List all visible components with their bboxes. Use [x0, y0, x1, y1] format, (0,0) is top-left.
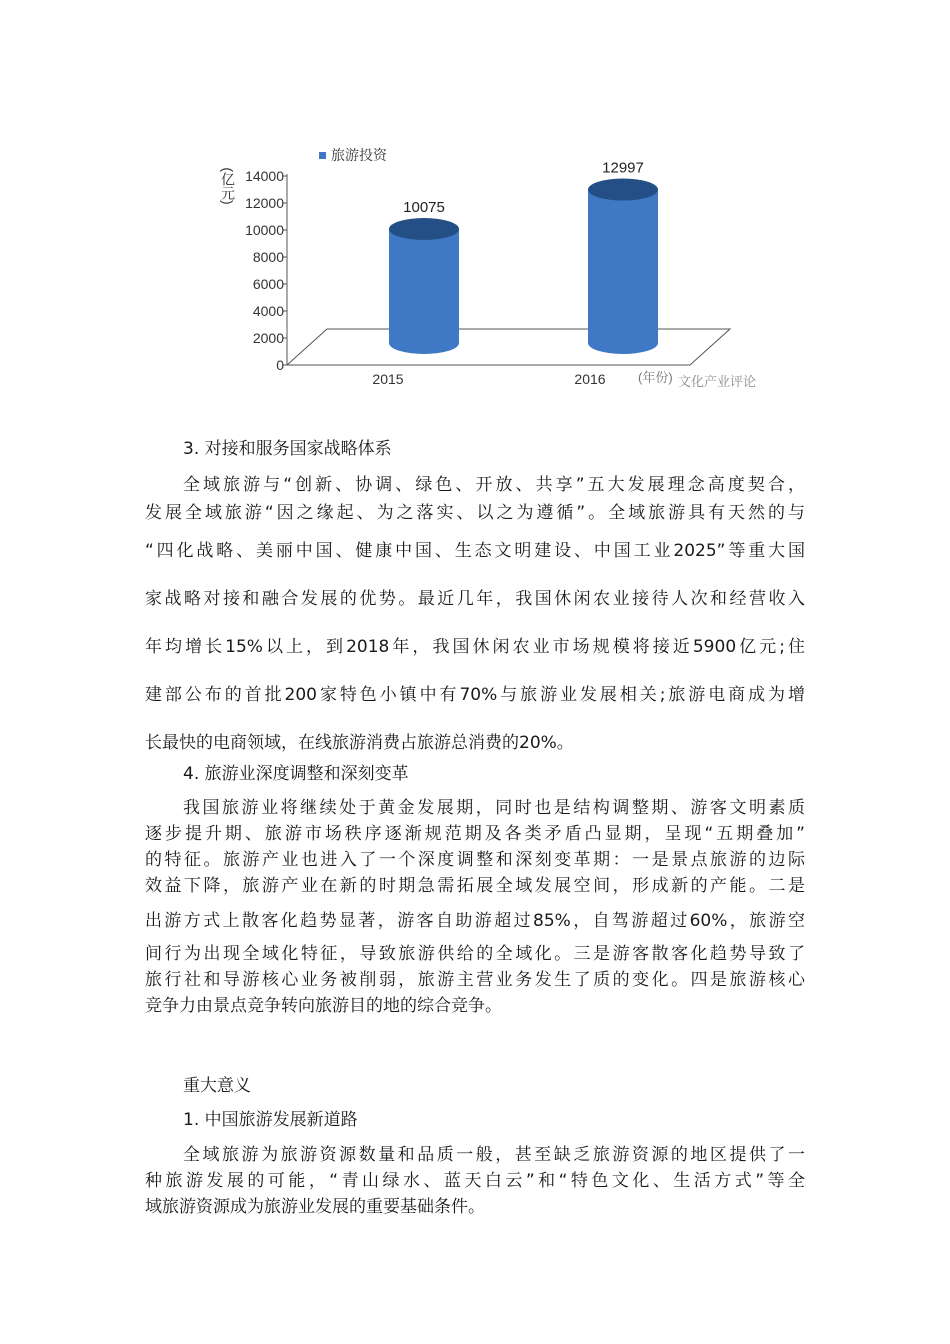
- section-4-paragraph: [145, 795, 805, 899]
- y-tick-label: 14000: [245, 168, 284, 184]
- paragraph-line: 年均增长15%以上，到2018年，我国休闲农业市场规模将接近5900亿元;住: [145, 637, 805, 657]
- paragraph-line: 我国旅游业将继续处于黄金发展期，同时也是结构调整期、游客文明素质: [183, 798, 805, 818]
- paragraph-line: 种旅游发展的可能，“青山绿水、蓝天白云”和“特色文化、生活方式”等全: [145, 1171, 805, 1191]
- bar-2016: [588, 190, 658, 354]
- y-unit-label: (亿元): [220, 167, 236, 205]
- section-4-paragraph-end: [145, 941, 805, 1019]
- paragraph-line: 竞争力由景点竞争转向旅游目的地的综合竞争。: [145, 996, 502, 1016]
- bar-top-2015: [389, 218, 459, 240]
- bar-value-label: 10075: [403, 198, 445, 216]
- paragraph-line: 出游方式上散客化趋势显著，游客自助游超过85%，自驾游超过60%，旅游空: [145, 911, 805, 931]
- legend-swatch: [319, 152, 326, 159]
- x-unit-label: (年份): [638, 370, 673, 385]
- x-tick-label: 2015: [372, 371, 404, 387]
- paragraph-line: 建部公布的首批200家特色小镇中有70%与旅游业发展相关;旅游电商成为增: [145, 685, 805, 705]
- paragraph-line: 间行为出现全域化特征，导致旅游供给的全域化。三是游客散客化趋势导致了: [145, 944, 805, 964]
- paragraph-line: 发展全域旅游“因之缘起、为之落实、以之为遵循”。全域旅游具有天然的与: [145, 503, 805, 523]
- chart-plot: [220, 147, 756, 389]
- y-tick-label: 8000: [252, 249, 284, 265]
- bar-top-2016: [588, 179, 658, 201]
- significance-subheading: 1. 中国旅游发展新道路: [183, 1110, 358, 1130]
- paragraph-line: 全域旅游与“创新、协调、绿色、开放、共享”五大发展理念高度契合，: [183, 475, 805, 495]
- y-tick-label: 0: [276, 357, 284, 373]
- paragraph-line: 长最快的电商领域，在线旅游消费占旅游总消费的20%。: [145, 733, 574, 753]
- paragraph-line: “四化战略、美丽中国、健康中国、生态文明建设、中国工业2025”等重大国: [145, 541, 805, 561]
- paragraph-line: 逐步提升期、旅游市场秩序逐渐规范期及各类矛盾凸显期，呈现“五期叠加”: [145, 824, 805, 844]
- bar-2015: [389, 229, 459, 354]
- paragraph-line: 全域旅游为旅游资源数量和品质一般，甚至缺乏旅游资源的地区提供了一: [183, 1145, 805, 1165]
- legend-label: 旅游投资: [331, 147, 387, 163]
- y-tick-label: 4000: [252, 303, 284, 319]
- investment-bar-chart: [210, 138, 780, 400]
- section-4-heading: 4. 旅游业深度调整和深刻变革: [183, 764, 409, 784]
- watermark-text: 文化产业评论: [678, 374, 757, 389]
- paragraph-line: 的特征。旅游产业也进入了一个深度调整和深刻变革期：一是景点旅游的边际: [145, 850, 805, 870]
- section-3-heading: 3. 对接和服务国家战略体系: [183, 439, 392, 459]
- section-3-paragraph: [145, 471, 805, 527]
- paragraph-line: 效益下降，旅游产业在新的时期急需拓展全域发展空间，形成新的产能。二是: [145, 876, 805, 896]
- paragraph-line: 旅行社和导游核心业务被削弱，旅游主营业务发生了质的变化。四是旅游核心: [145, 970, 805, 990]
- y-tick-label: 12000: [245, 195, 284, 211]
- paragraph-line: 域旅游资源成为旅游业发展的重要基础条件。: [145, 1197, 485, 1217]
- bar-value-label: 12997: [602, 159, 644, 177]
- y-tick-label: 10000: [245, 222, 284, 238]
- section-3-paragraph-cont: [145, 527, 805, 767]
- significance-heading: 重大意义: [183, 1076, 251, 1096]
- chart-floor: [287, 329, 730, 365]
- y-tick-label: 2000: [252, 330, 284, 346]
- y-tick-label: 6000: [252, 276, 284, 292]
- x-tick-label: 2016: [574, 371, 606, 387]
- paragraph-line: 家战略对接和融合发展的优势。最近几年，我国休闲农业接待人次和经营收入: [145, 589, 805, 609]
- section-4-paragraph-cont: [145, 898, 805, 944]
- significance-paragraph: [145, 1142, 805, 1220]
